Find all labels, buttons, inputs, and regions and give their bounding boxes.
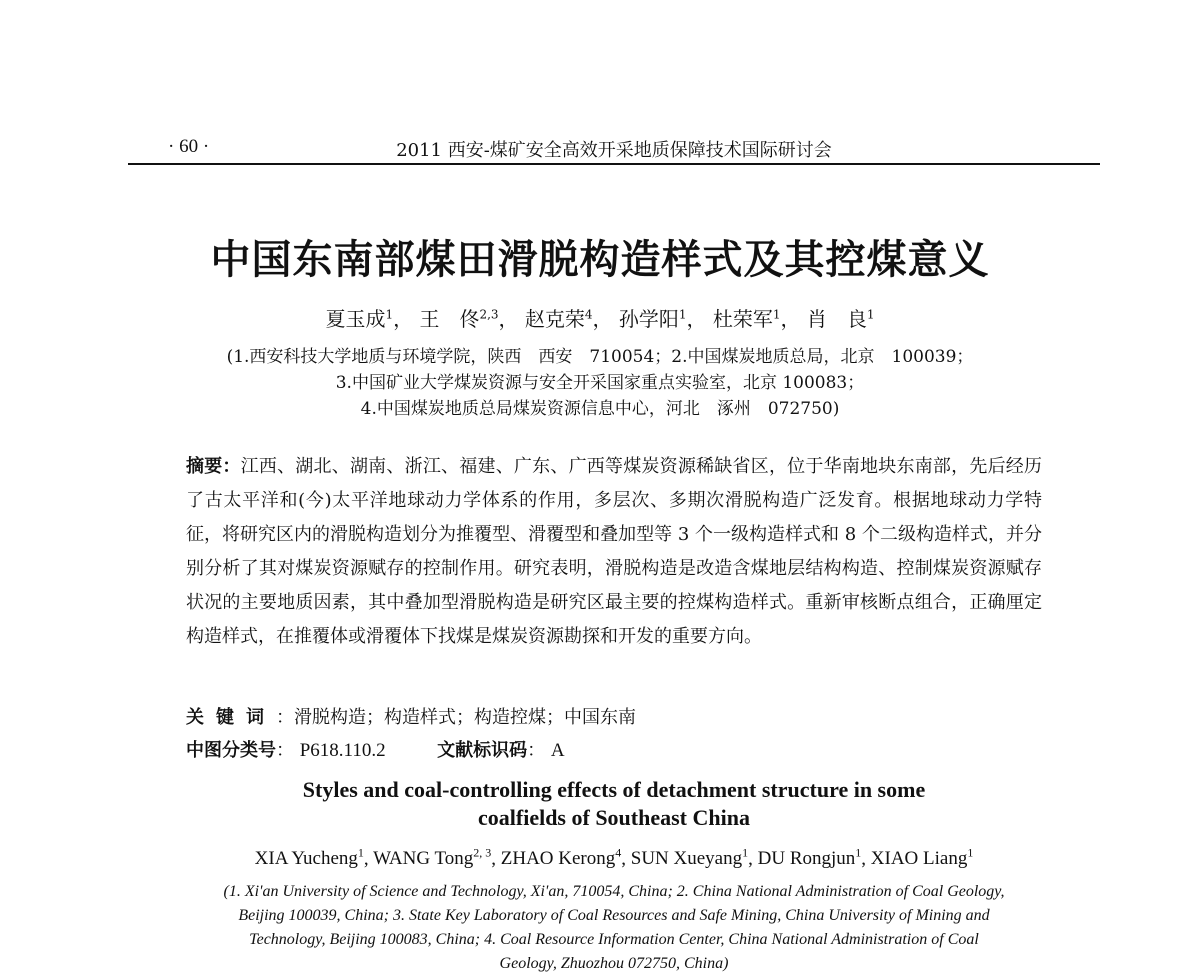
- author-en: WANG Tong$^{2, 3}$: [373, 846, 492, 870]
- doc-code-label: 文献标识码: [437, 740, 528, 761]
- affiliations-en: [0, 880, 1200, 976]
- affiliation-line: (1.西安科技大学地质与环境学院，陕西 西安 710054；2.中国煤炭地质总局，北京 100039；: [226, 347, 974, 367]
- paper-title-en: Styles and coal-controlling effects of detachment structure in some coalfields of Southeast China: [302, 777, 926, 830]
- author-en: XIA Yucheng$^1$: [254, 846, 364, 870]
- authors-en: XIA Yucheng$^1$, WANG Tong$^{2, 3}$, ZHAO Kerong$^4$, SUN Xueyang$^1$, DU Rongjun$^1$, XIAO Liang$^1$: [254, 846, 974, 870]
- affiliation-line: 3.中国矿业大学煤炭资源与安全开采国家重点实验室，北京 100083；: [335, 373, 865, 393]
- abstract-label: 摘要：: [186, 456, 241, 477]
- affiliation-line: Geology, Zhuozhou 072750, China): [499, 955, 729, 972]
- affiliation-line: (1. Xi'an University of Science and Technology, Xi'an, 710054, China; 2. China National Administration of Coal Geology,: [223, 883, 1005, 900]
- author-cn: 赵克荣$^4$: [524, 307, 593, 331]
- keywords-label: 关键词: [186, 707, 276, 728]
- conference-name: 2011 西安-煤矿安全高效开采地质保障技术国际研讨会: [396, 140, 832, 161]
- author-en: ZHAO Kerong$^4$: [500, 846, 622, 870]
- author-cn: 夏玉成$^1$: [325, 307, 394, 331]
- abstract: [186, 450, 1042, 654]
- affiliations-cn: [0, 344, 1200, 422]
- author-cn: 王 佟$^{2,3}$: [419, 307, 499, 331]
- abstract-text: 江西、湖北、湖南、浙江、福建、广东、广西等煤炭资源稀缺省区，位于华南地块东南部，先后经历了古太平洋和(今)太平洋地球动力学体系的作用，多层次、多期次滑脱构造广泛发育。根据地球动力学特征，将研究区内的滑脱构造划分为推覆型、滑覆型和叠加型等 3 个一级构造样式和 8 个二级构造样式，并分别分析了其对煤炭资源赋存的控制作用。研究表明，滑脱构造是改造含煤地层结构构造、控制煤炭资源赋存状况的主要地质因素，其中叠加型滑脱构造是研究区最主要的控煤构造样式。重新审核断点组合，正确厘定构造样式，在推覆体或滑覆体下找煤是煤炭资源勘探和开发的重要方向。: [186, 456, 1042, 647]
- page-number: · 60 ·: [168, 136, 210, 157]
- clc-label: 中图分类号: [186, 740, 276, 761]
- affiliation-line: Technology, Beijing 100083, China; 4. Coal Resource Information Center, China National Administration of Coal: [249, 931, 979, 948]
- keywords: 关键词：滑脱构造；构造样式；构造控煤；中国东南: [186, 707, 636, 728]
- clc-value: P618.110.2: [299, 740, 386, 761]
- authors-cn: 夏玉成$^1$， 王 佟$^{2,3}$， 赵克荣$^4$， 孙学阳$^1$， 杜荣军$^1$， 肖 良$^1$: [325, 307, 875, 331]
- author-cn: 肖 良$^1$: [806, 307, 875, 331]
- affiliation-line: Beijing 100039, China; 3. State Key Laboratory of Coal Resources and Safe Mining, China University of Mining and: [238, 907, 990, 924]
- running-header: [128, 133, 1100, 165]
- author-en: XIAO Liang$^1$: [870, 846, 974, 870]
- author-en: DU Rongjun$^1$: [757, 846, 862, 870]
- keywords-text: 滑脱构造；构造样式；构造控煤；中国东南: [294, 707, 636, 728]
- paper-title-cn: 中国东南部煤田滑脱构造样式及其控煤意义: [210, 237, 990, 283]
- classification: 中图分类号： P618.110.2 文献标识码： A: [186, 740, 565, 761]
- affiliation-line: 4.中国煤炭地质总局煤炭资源信息中心，河北 涿州 072750): [360, 399, 840, 419]
- author-en: SUN Xueyang$^1$: [630, 846, 749, 870]
- author-cn: 孙学阳$^1$: [618, 307, 687, 331]
- doc-code-value: A: [550, 740, 565, 761]
- author-cn: 杜荣军$^1$: [712, 307, 781, 331]
